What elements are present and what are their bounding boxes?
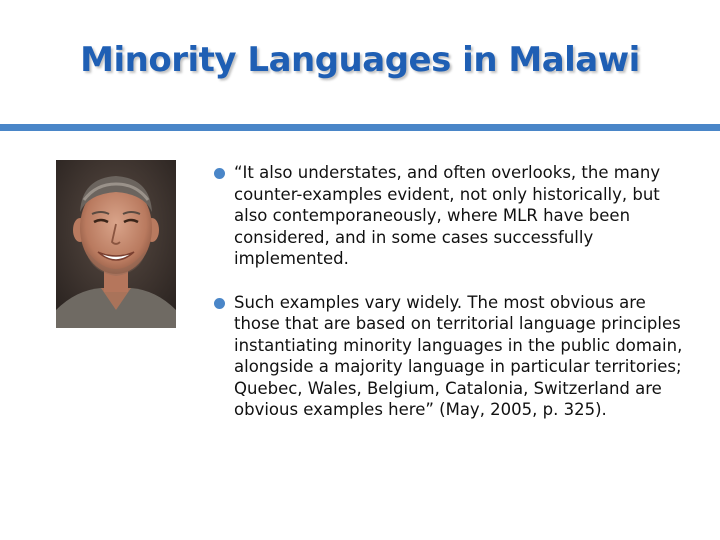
person-photo-icon	[56, 160, 176, 328]
bullet-list	[210, 162, 690, 443]
portrait-photo	[56, 160, 176, 328]
bullet-dot-icon	[214, 298, 225, 309]
bullet-dot-icon	[214, 168, 225, 179]
bullet-text: Such examples vary widely. The most obvious are those that are based on territorial language principles instantiating minority languages in the public domain, alongside a majority language in particular territories; Quebec, Wales, Belgium, Catalonia, Switzerland are obvious examples here” (May, 2005, p. 325).	[234, 292, 683, 419]
bullet-text: “It also understates, and often overlooks, the many counter-examples evident, not only historically, but also contemporaneously, where MLR have been considered, and in some cases successfully implemented.	[234, 163, 661, 268]
title-divider	[0, 124, 720, 131]
slide-title: Minority Languages in Malawi	[80, 40, 640, 80]
bullet-item	[210, 292, 690, 421]
bullet-item	[210, 162, 690, 270]
